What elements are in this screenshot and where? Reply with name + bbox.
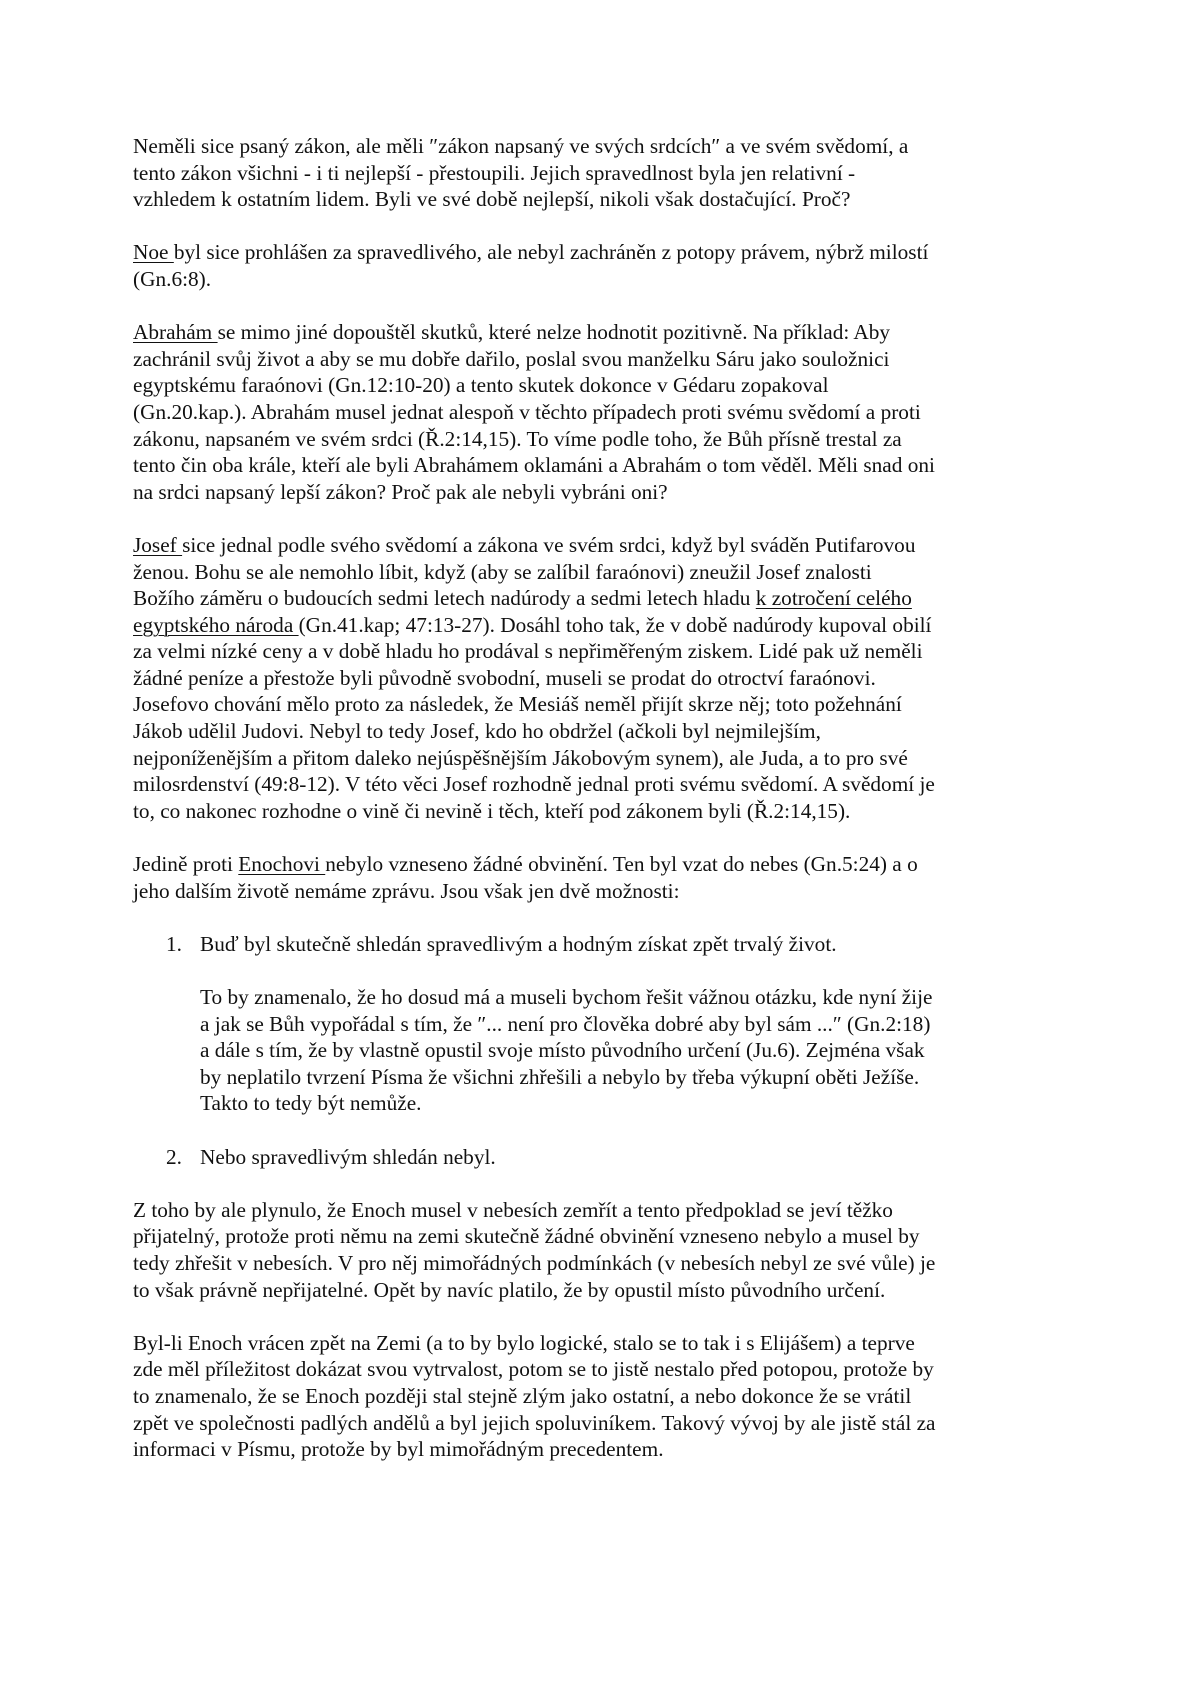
list-number: 1. bbox=[166, 931, 182, 956]
underlined-phrase: k zotročení celého bbox=[755, 586, 912, 611]
text-line: zachránil svůj život a aby se mu dobře dařilo, poslal svou manželku Sáru jako souložnici bbox=[133, 346, 890, 371]
text-segment: se mimo jiné dopouštěl skutků, které nelze hodnotit pozitivně. Na příklad: Aby bbox=[217, 320, 891, 345]
underlined-phrase: egyptského národa bbox=[133, 612, 299, 637]
text-line: to znamenalo, že se Enoch později stal stejně zlým jako ostatní, a nebo dokonce že se vrátil bbox=[133, 1383, 912, 1408]
paragraph-intro bbox=[133, 133, 993, 213]
text-line: (Gn.6:8). bbox=[133, 266, 212, 291]
text-segment: byl sice prohlášen za spravedlivého, ale nebyl zachráněn z potopy právem, nýbrž milostí bbox=[173, 240, 929, 265]
text-line: na srdci napsaný lepší zákon? Proč pak ale nebyli vybráni oni? bbox=[133, 479, 668, 504]
underlined-name-noe: Noe bbox=[133, 240, 174, 265]
text-line: milosrdenství (49:8-12). V této věci Josef rozhodně jednal proti svému svědomí. A svědomí je bbox=[133, 772, 935, 797]
text-line: ženou. Bohu se ale nemohlo líbit, když (aby se zalíbil faraónovi) zneužil Josef znalosti bbox=[133, 559, 872, 584]
text-line: to, co nakonec rozhodne o vině či nevině i těch, kteří pod zákonem byli (Ř.2:14,15). bbox=[133, 798, 851, 823]
document-page bbox=[133, 133, 993, 1489]
text-line: jeho dalším životě nemáme zprávu. Jsou však jen dvě možnosti: bbox=[133, 878, 680, 903]
text-line: vzhledem k ostatním lidem. Byli ve své době nejlepší, nikoli však dostačující. Proč? bbox=[133, 187, 851, 212]
text-line: tento čin oba krále, kteří ale byli Abrahámem oklamáni a Abrahám o tom věděl. Měli snad oni bbox=[133, 453, 935, 478]
text-line: tento zákon všichni - i ti nejlepší - přestoupili. Jejich spravedlnost byla jen relativní - bbox=[133, 160, 856, 185]
text-line bbox=[133, 319, 993, 346]
text-line: zde měl příležitost dokázat svou vytrvalost, potom se to jistě nestalo před potopou, protože by bbox=[133, 1357, 934, 1382]
text-line: žádné peníze a přestože byli původně svobodní, museli se prodat do otroctví faraónovi. bbox=[133, 665, 876, 690]
text-line: a jak se Bůh vypořádal s tím, že ″... není pro člověka dobré aby byl sám ...″ (Gn.2:18) bbox=[200, 1011, 931, 1036]
text-segment: sice jednal podle svého svědomí a zákona ve svém srdci, když byl sváděn Putifarovou bbox=[182, 532, 916, 557]
list-item bbox=[133, 931, 993, 1117]
paragraph-consequence bbox=[133, 1197, 993, 1303]
paragraph-enoch bbox=[133, 851, 993, 904]
underlined-name-abraham: Abrahám bbox=[133, 320, 218, 345]
text-line: egyptskému faraónovi (Gn.12:10-20) a tento skutek dokonce v Gédaru zopakoval bbox=[133, 373, 829, 398]
text-line bbox=[133, 532, 993, 559]
text-line: Neměli sice psaný zákon, ale měli ″zákon napsaný ve svých srdcích″ a ve svém svědomí, a bbox=[133, 134, 909, 158]
text-line: zákonu, napsaném ve svém srdci (Ř.2:14,15). To víme podle toho, že Bůh přísně trestal za bbox=[133, 426, 902, 451]
underlined-name-enoch: Enochovi bbox=[238, 852, 326, 877]
text-line: Jákob udělil Judovi. Nebyl to tedy Josef, kdo ho obdržel (ačkoli byl nejmilejším, bbox=[133, 719, 821, 744]
text-segment: (Gn.41.kap; 47:13-27). Dosáhl toho tak, že v době nadúrody kupoval obilí bbox=[298, 612, 932, 637]
text-line: by neplatilo tvrzení Písma že všichni zhřešili a nebylo by třeba výkupní oběti Ježíše. bbox=[200, 1064, 920, 1089]
paragraph-noe bbox=[133, 239, 993, 292]
underlined-name-josef: Josef bbox=[133, 532, 183, 557]
list-item-text: Buď byl skutečně shledán spravedlivým a hodným získat zpět trvalý život. bbox=[200, 931, 837, 956]
paragraph-abraham bbox=[133, 319, 993, 505]
text-line: za velmi nízké ceny a v době hladu ho prodával s nepřiměřeným ziskem. Lidé pak už neměli bbox=[133, 639, 923, 664]
text-line: přijatelný, protože proti němu na zemi skutečně žádné obvinění vzneseno nebylo a musel by bbox=[133, 1224, 920, 1249]
paragraph-josef bbox=[133, 532, 993, 825]
text-line: to však právně nepřijatelné. Opět by navíc platilo, že by opustil místo původního určení. bbox=[133, 1277, 886, 1302]
list-number: 2. bbox=[166, 1144, 182, 1169]
text-line: Josefovo chování mělo proto za následek, že Mesiáš neměl přijít skrze něj; toto požehnání bbox=[133, 692, 902, 717]
text-line bbox=[133, 239, 993, 266]
text-line bbox=[133, 612, 993, 639]
text-segment: nebylo vzneseno žádné obvinění. Ten byl vzat do nebes (Gn.5:24) a o bbox=[325, 852, 918, 877]
text-line: Z toho by ale plynulo, že Enoch musel v nebesích zemřít a tento předpoklad se jeví těžko bbox=[133, 1197, 893, 1222]
text-segment: Božího záměru o budoucích sedmi letech nadúrody a sedmi letech hladu bbox=[133, 586, 756, 611]
text-line: To by znamenalo, že ho dosud má a museli bychom řešit vážnou otázku, kde nyní žije bbox=[200, 985, 933, 1009]
text-line: a dále s tím, že by vlastně opustil svoje místo původního určení (Ju.6). Zejména však bbox=[200, 1038, 925, 1063]
numbered-list bbox=[133, 931, 993, 1170]
text-line bbox=[133, 585, 993, 612]
text-segment: Jedině proti bbox=[133, 852, 239, 877]
paragraph-return-to-earth bbox=[133, 1330, 993, 1463]
text-line: informaci v Písmu, protože by byl mimořádným precedentem. bbox=[133, 1437, 664, 1462]
list-item bbox=[133, 1144, 993, 1171]
text-line: tedy zhřešit v nebesích. V pro něj mimořádných podmínkách (v nebesích nebyl ze své vůle) je bbox=[133, 1250, 936, 1275]
text-line bbox=[133, 851, 993, 878]
text-line: Takto to tedy být nemůže. bbox=[200, 1091, 422, 1116]
text-line: Byl-li Enoch vrácen zpět na Zemi (a to by bylo logické, stalo se to tak i s Elijášem) a teprve bbox=[133, 1330, 915, 1355]
text-line: nejponíženějším a přitom daleko nejúspěšnějším Jákobovým synem), ale Juda, a to pro své bbox=[133, 745, 908, 770]
text-line: zpět ve společnosti padlých andělů a byl jejich spoluviníkem. Takový vývoj by ale jistě stál za bbox=[133, 1410, 936, 1435]
list-item-text: Nebo spravedlivým shledán nebyl. bbox=[200, 1144, 496, 1169]
list-item-explanation bbox=[200, 984, 993, 1117]
text-line: (Gn.20.kap.). Abrahám musel jednat alespoň v těchto případech proti svému svědomí a proti bbox=[133, 399, 921, 424]
